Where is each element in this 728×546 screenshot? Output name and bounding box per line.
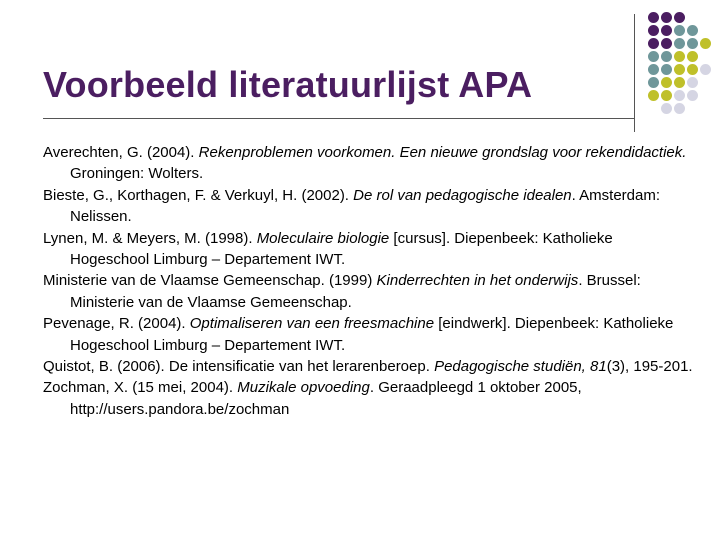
dot-icon	[674, 103, 685, 114]
dot-icon	[674, 77, 685, 88]
dot-icon	[687, 90, 698, 101]
dot-icon	[661, 64, 672, 75]
dot-icon	[648, 90, 659, 101]
dot-icon	[648, 77, 659, 88]
dot-icon	[648, 25, 659, 36]
reference-publisher: . Amsterdam: Nelissen.	[70, 186, 661, 226]
dot-icon	[661, 90, 672, 101]
vertical-divider	[634, 14, 635, 132]
reference-item	[43, 270, 693, 313]
reference-author-year: Quistot, B. (2006). De intensificatie van het lerarenberoep.	[43, 358, 435, 376]
dot-icon	[674, 51, 685, 62]
reference-title: Rekenproblemen voorkomen. Een nieuwe grondslag voor rekendidactiek.	[198, 144, 687, 161]
dot-icon	[661, 25, 672, 36]
slide-title: Voorbeeld literatuurlijst APA	[43, 64, 533, 105]
reference-publisher: [cursus]. Diepenbeek: Katholieke Hogeschool Limburg – Departement IWT.	[70, 229, 613, 269]
reference-item	[43, 377, 693, 420]
reference-title: Pedagogische studiën, 81	[434, 358, 607, 376]
dot-icon	[648, 51, 659, 62]
reference-title: Moleculaire biologie	[256, 229, 390, 247]
reference-title: De rol van pedagogische idealen	[353, 186, 572, 204]
dot-icon	[674, 25, 685, 36]
reference-author-year: Averechten, G. (2004).	[43, 144, 199, 161]
dot-icon	[661, 38, 672, 49]
reference-title: Muzikale opvoeding	[237, 379, 370, 397]
reference-list	[43, 142, 693, 420]
dot-icon	[700, 64, 711, 75]
reference-title: Kinderrechten in het onderwijs	[376, 272, 579, 290]
dot-icon	[661, 51, 672, 62]
reference-item	[43, 356, 693, 377]
dot-icon	[687, 64, 698, 75]
dot-icon	[687, 77, 698, 88]
reference-author-year: Ministerie van de Vlaamse Gemeenschap. (1999)	[43, 272, 377, 290]
dot-icon	[674, 90, 685, 101]
horizontal-divider	[43, 118, 635, 119]
dot-icon	[687, 38, 698, 49]
reference-item	[43, 313, 693, 356]
reference-item	[43, 142, 693, 185]
dot-icon	[661, 103, 672, 114]
reference-item	[43, 185, 693, 228]
reference-publisher: (3), 195-201.	[606, 358, 693, 376]
reference-author-year: Bieste, G., Korthagen, F. & Verkuyl, H. (2002).	[43, 186, 354, 204]
reference-author-year: Pevenage, R. (2004).	[43, 315, 190, 333]
reference-publisher: Groningen: Wolters.	[70, 165, 204, 183]
reference-publisher: [eindwerk]. Diepenbeek: Katholieke Hogeschool Limburg – Departement IWT.	[70, 315, 674, 354]
dot-icon	[661, 12, 672, 23]
dot-icon	[648, 64, 659, 75]
dot-icon	[661, 77, 672, 88]
dot-icon	[687, 51, 698, 62]
reference-title: Optimaliseren van een freesmachine	[189, 315, 435, 333]
reference-item	[43, 228, 693, 271]
dot-icon	[674, 38, 685, 49]
reference-publisher: . Brussel: Ministerie van de Vlaamse Gemeenschap.	[70, 272, 641, 311]
reference-publisher: . Geraadpleegd 1 oktober 2005, http://users.pandora.be/zochman	[70, 379, 582, 418]
reference-author-year: Zochman, X. (15 mei, 2004).	[43, 379, 238, 397]
dot-icon	[700, 38, 711, 49]
dot-icon	[648, 38, 659, 49]
dot-icon	[687, 25, 698, 36]
reference-author-year: Lynen, M. & Meyers, M. (1998).	[43, 229, 257, 247]
dot-icon	[648, 12, 659, 23]
dot-icon	[674, 64, 685, 75]
dot-icon	[674, 12, 685, 23]
